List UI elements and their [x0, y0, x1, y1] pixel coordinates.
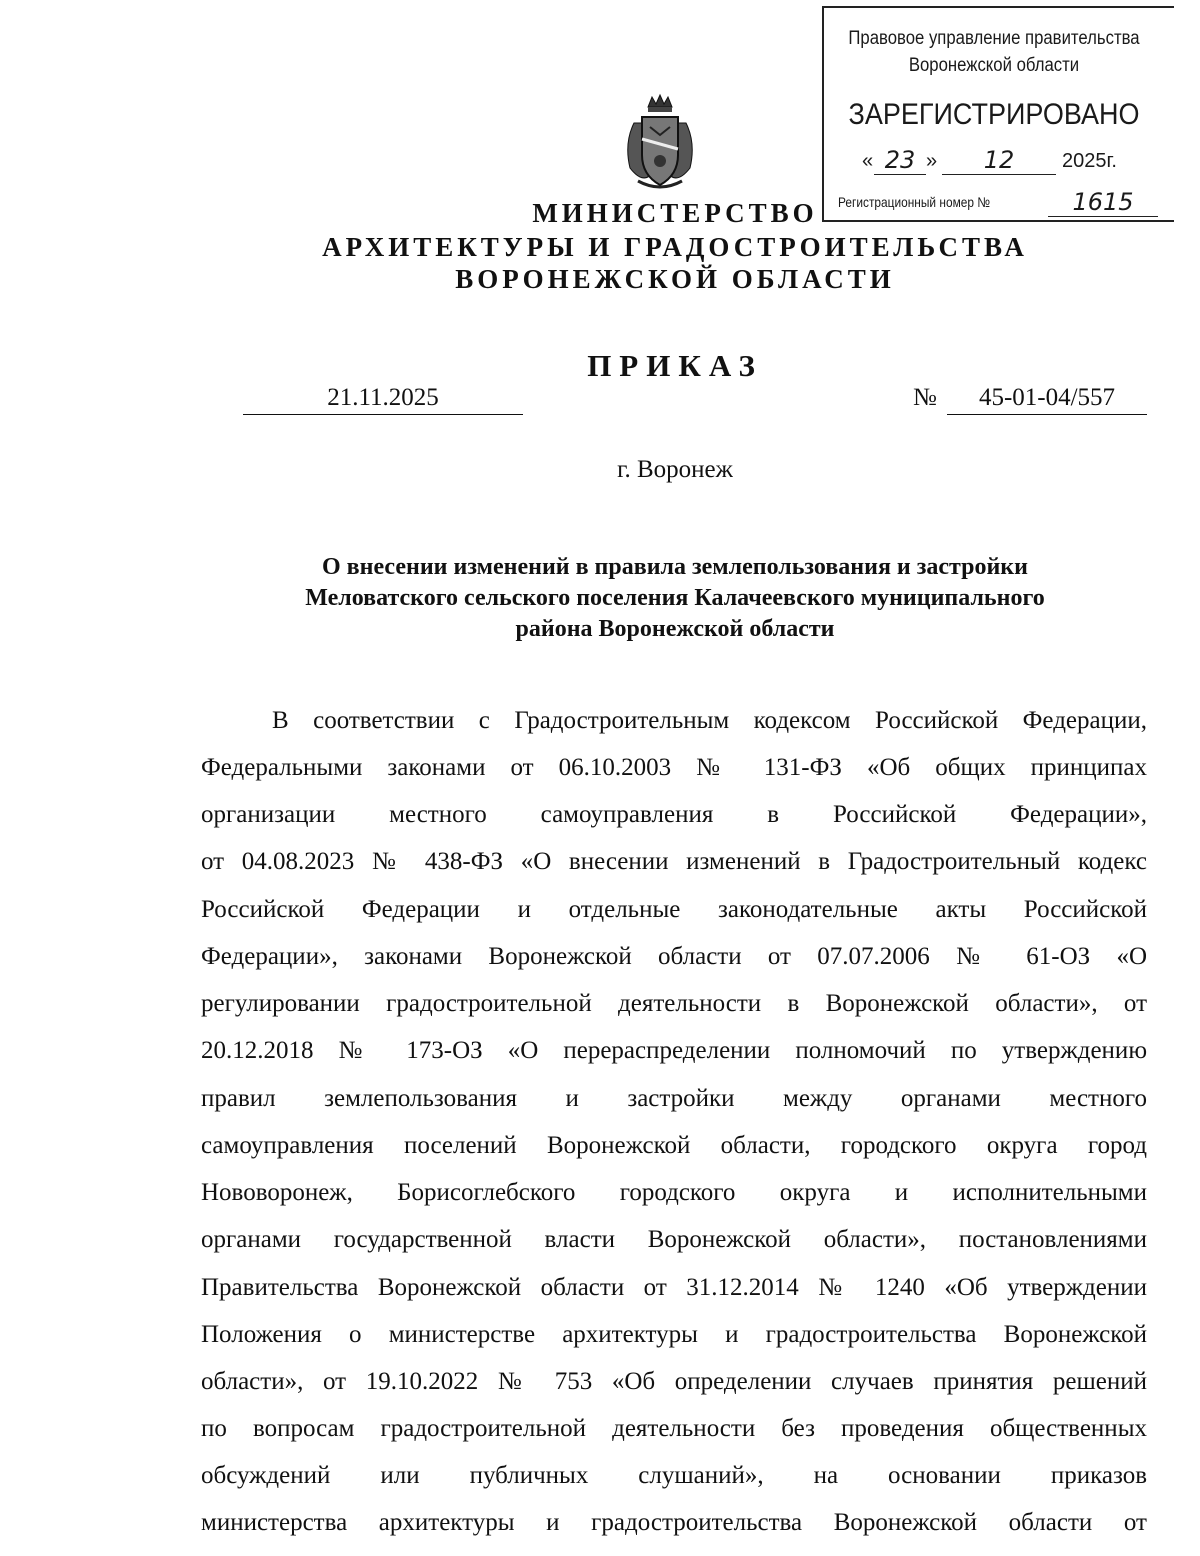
body-line: министерства архитектуры и градостроительства Воронежской области от — [201, 1509, 1147, 1536]
body-line: по вопросам градостроительной деятельности без проведения общественных — [201, 1415, 1147, 1442]
body-line: В соответствии с Градостроительным кодексом Российской Федерации, — [272, 707, 1147, 734]
registration-stamp — [822, 6, 1174, 222]
stamp-year: 2025г. — [1062, 150, 1117, 172]
ministry-line-1: МИНИСТЕРСТВО — [532, 198, 818, 228]
order-title: ПРИКАЗ — [587, 348, 763, 383]
stamp-quote-open: « — [862, 150, 874, 172]
body-line: области», от 19.10.2022 № 753 «Об определении случаев принятия решений — [201, 1368, 1147, 1395]
stamp-reg-label: Регистрационный номер № — [838, 194, 991, 210]
stamp-reg-number: 1615 — [1048, 188, 1158, 217]
body-line: Правительства Воронежской области от 31.12.2014 № 1240 «Об утверждении — [201, 1274, 1147, 1301]
stamp-quote-close: » — [926, 150, 938, 172]
subject-line: района Воронежской области — [515, 616, 835, 642]
subject-line: О внесении изменений в правила землепользования и застройки — [322, 554, 1028, 580]
ministry-line-2: АРХИТЕКТУРЫ И ГРАДОСТРОИТЕЛЬСТВА — [322, 232, 1028, 262]
body-line: Положения о министерстве архитектуры и градостроительства Воронежской — [201, 1321, 1147, 1348]
order-number-sign: № — [913, 384, 937, 411]
stamp-month: 12 — [942, 146, 1056, 175]
order-subject — [200, 552, 1150, 645]
order-city: г. Воронеж — [617, 456, 733, 483]
ministry-line-3: ВОРОНЕЖСКОЙ ОБЛАСТИ — [455, 264, 895, 294]
subject-line: Меловатского сельского поселения Калачеевского муниципального — [305, 585, 1045, 611]
body-line: от 04.08.2023 № 438-ФЗ «О внесении изменений в Градостроительный кодекс — [201, 848, 1147, 875]
coat-of-arms-icon — [620, 93, 700, 193]
stamp-day: 23 — [874, 146, 926, 175]
stamp-line-1: Правовое управление правительства — [848, 28, 1140, 49]
body-line: Российской Федерации и отдельные законодательные акты Российской — [201, 896, 1147, 923]
body-line: правил землепользования и застройки между органами местного — [201, 1085, 1147, 1112]
order-date: 21.11.2025 — [243, 384, 523, 415]
body-line: Федеральными законами от 06.10.2003 № 131-ФЗ «Об общих принципах — [201, 754, 1147, 781]
body-line: Нововоронеж, Борисоглебского городского округа и исполнительными — [201, 1179, 1147, 1206]
order-number: 45-01-04/557 — [947, 384, 1147, 415]
body-line: регулировании градостроительной деятельности в Воронежской области», от — [201, 990, 1147, 1017]
body-line: Федерации», законами Воронежской области от 07.07.2006 № 61-ОЗ «О — [201, 943, 1147, 970]
stamp-date-row — [862, 146, 1162, 180]
body-line: самоуправления поселений Воронежской области, городского округа город — [201, 1132, 1147, 1159]
stamp-line-2: Воронежской области — [908, 55, 1080, 76]
stamp-registered: ЗАРЕГИСТРИРОВАНО — [848, 98, 1140, 131]
body-line: органами государственной власти Воронежской области», постановлениями — [201, 1226, 1147, 1253]
body-line: обсуждений или публичных слушаний», на основании приказов — [201, 1462, 1147, 1489]
body-line: 20.12.2018 № 173-ОЗ «О перераспределении полномочий по утверждению — [201, 1037, 1147, 1064]
body-line: организации местного самоуправления в Российской Федерации», — [201, 801, 1147, 828]
